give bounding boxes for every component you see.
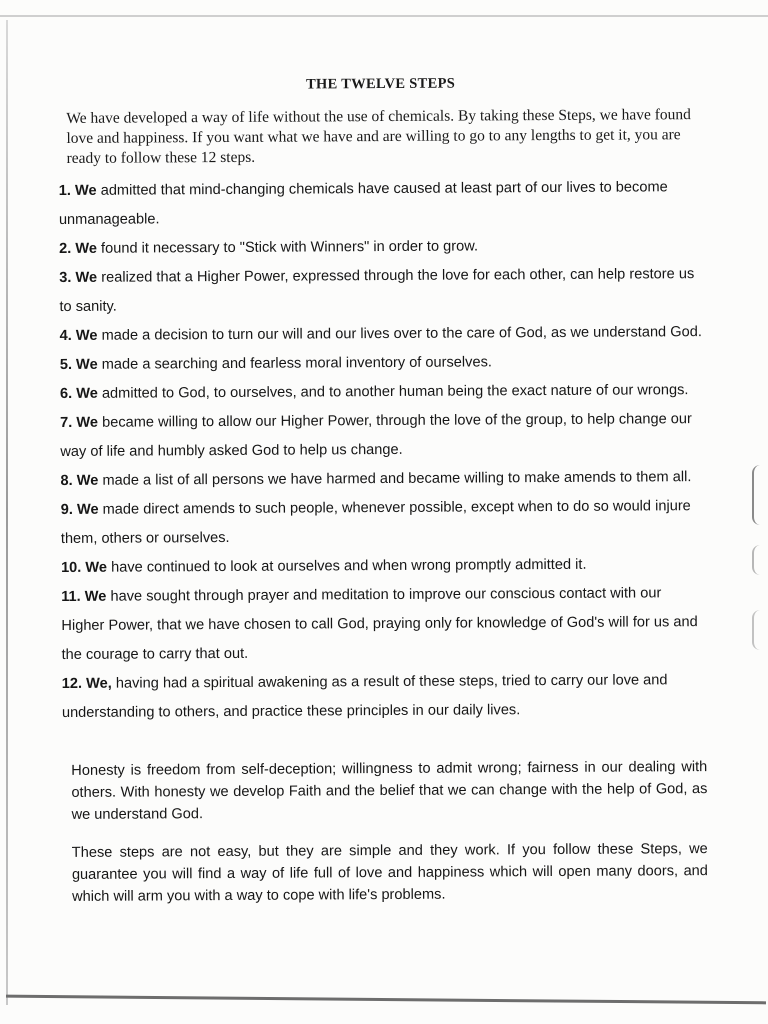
- step-item: [59, 173, 704, 235]
- step-number: 11.: [61, 588, 81, 605]
- step-item: [62, 666, 707, 728]
- step-text: admitted to God, to ourselves, and to another human being the exact nature of our wrongs.: [101, 382, 689, 402]
- step-number: 2.: [59, 240, 72, 257]
- step-number: 6.: [59, 385, 73, 402]
- step-number: 4.: [59, 327, 72, 344]
- step-number: 3.: [59, 269, 72, 286]
- step-subject: We: [76, 385, 98, 402]
- step-subject: We: [75, 269, 98, 286]
- step-number: 12.: [61, 675, 83, 692]
- step-item: [59, 231, 704, 264]
- step-number: 7.: [60, 414, 73, 431]
- step-subject: We: [84, 588, 107, 605]
- step-number: 9.: [60, 501, 73, 518]
- step-item: [60, 318, 705, 351]
- honesty-paragraph: Honesty is freedom from self-deception; willingness to admit wrong; fairness in our dealing with others. With honesty we develop Faith and the belief that we can change with the help of God, as we understand God.: [71, 759, 708, 823]
- step-item: [60, 468, 705, 490]
- page-left-edge: [6, 20, 8, 1005]
- step-text: found it necessary to "Stick with Winners" in order to grow.: [100, 238, 479, 257]
- step-item: [59, 260, 704, 322]
- step-number: 5.: [59, 356, 73, 373]
- step-item: [61, 579, 707, 670]
- step-text: made a decision to turn our will and our lives over to the care of God, as we understand God.: [101, 324, 702, 344]
- intro-paragraph: We have developed a way of life without the use of chemicals. By taking these Steps, we have found love and happiness. If you want what we have and are willing to go to any lengths to get it, you are ready to follow these 12 steps.: [66, 106, 691, 167]
- closing-paragraph: These steps are not easy, but they are simple and they work. If you follow these Steps, we guarantee you will find a way of life full of love and happiness which will open many doors, and which will arm you with a way to cope with life's problems.: [71, 841, 708, 905]
- step-subject: We: [75, 240, 98, 257]
- step-subject: We,: [86, 675, 112, 692]
- step-subject: We: [76, 501, 99, 518]
- step-number: 1.: [58, 182, 71, 199]
- step-subject: We: [85, 559, 108, 576]
- step-subject: We: [76, 472, 99, 489]
- step-number: 8.: [60, 472, 73, 489]
- step-subject: We: [74, 182, 97, 199]
- page-bottom-edge: [6, 995, 766, 1005]
- scan-margin-mark: [752, 610, 766, 650]
- step-text: have sought through prayer and meditation to improve our conscious contact with our Higher Power, that we have chosen to call God, praying only for knowledge of God's will for us and the courage to carry that out.: [61, 585, 698, 663]
- scan-margin-mark: [752, 545, 766, 575]
- step-subject: We: [75, 327, 98, 344]
- step-text: admitted that mind-changing chemicals have caused at least part of our lives to become unmanageable.: [58, 179, 668, 228]
- document-body: [58, 66, 708, 923]
- step-subject: We: [75, 356, 98, 373]
- page-title: THE TWELVE STEPS: [305, 75, 456, 93]
- step-text: became willing to allow our Higher Power, through the love of the group, to help change our way of life and humbly asked God to help us change.: [60, 411, 692, 460]
- scan-margin-mark: [752, 465, 766, 525]
- steps-list: [59, 173, 707, 728]
- step-text: made a searching and fearless moral inventory of ourselves.: [101, 354, 492, 373]
- step-item: [61, 492, 706, 554]
- page-top-edge: [0, 15, 768, 17]
- step-number: 10.: [60, 559, 82, 576]
- step-text: realized that a Higher Power, expressed through the love for each other, can help restore us to sanity.: [59, 266, 695, 315]
- step-text: have continued to look at ourselves and when wrong promptly admitted it.: [111, 556, 587, 576]
- step-item: [60, 381, 705, 403]
- step-text: made direct amends to such people, whenever possible, except when to do so would injure them, others or ourselves.: [60, 498, 691, 547]
- step-text: having had a spiritual awakening as a result of these steps, tried to carry our love and understanding to others, and practice these principles in our daily lives.: [61, 672, 668, 721]
- step-text: made a list of all persons we have harmed and became willing to make amends to them all.: [102, 469, 692, 489]
- step-subject: We: [76, 414, 99, 431]
- step-item: [60, 405, 705, 467]
- step-item: [61, 550, 706, 583]
- step-item: [60, 347, 705, 380]
